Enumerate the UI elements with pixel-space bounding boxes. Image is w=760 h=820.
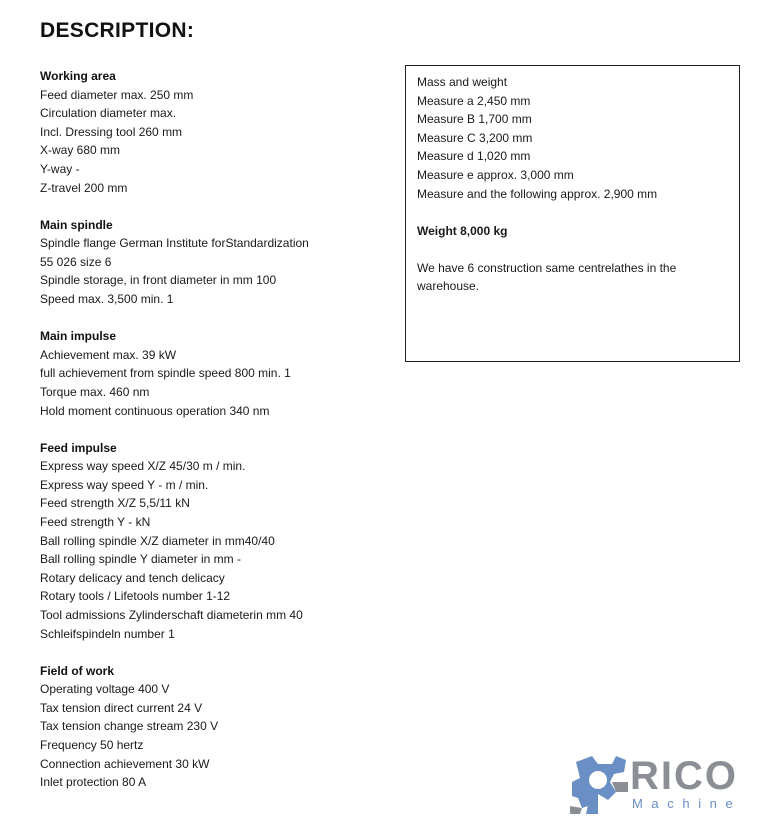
spec-line: Tool admissions Zylinderschaft diameterin mm 40 — [40, 607, 303, 622]
spec-line: Tax tension change stream 230 V — [40, 719, 219, 734]
spec-line: Ball rolling spindle X/Z diameter in mm40/40 — [40, 533, 275, 548]
spec-line: Connection achievement 30 kW — [40, 756, 210, 771]
mass-and-weight-box — [405, 65, 740, 362]
spec-line: Speed max. 3,500 min. 1 — [40, 292, 174, 307]
box-line: Measure e approx. 3,000 mm — [417, 167, 574, 182]
section-field-of-work — [40, 662, 390, 792]
spec-line: Z-travel 200 mm — [40, 180, 128, 195]
section-main-impulse — [40, 327, 390, 420]
spec-line: Feed strength X/Z 5,5/11 kN — [40, 496, 190, 511]
spec-line: Y-way - — [40, 161, 80, 176]
spec-line: Express way speed X/Z 45/30 m / min. — [40, 459, 246, 474]
rico-machine-logo — [568, 752, 752, 816]
spec-line: Ball rolling spindle Y diameter in mm - — [40, 552, 241, 567]
logo-word: RICO — [630, 754, 738, 798]
section-feed-impulse — [40, 439, 390, 644]
section-heading: Field of work — [40, 663, 115, 678]
box-line: Measure a 2,450 mm — [417, 93, 531, 108]
specification-column — [40, 67, 390, 810]
spec-line: Feed diameter max. 250 mm — [40, 87, 194, 102]
spec-line: Circulation diameter max. — [40, 106, 177, 121]
section-heading: Main spindle — [40, 217, 113, 232]
box-line: Measure C 3,200 mm — [417, 130, 533, 145]
spec-line: Tax tension direct current 24 V — [40, 700, 203, 715]
spec-line: full achievement from spindle speed 800 min. 1 — [40, 366, 291, 381]
box-line: Mass and weight — [417, 75, 508, 89]
spec-line: 55 026 size 6 — [40, 254, 112, 269]
spec-line: Torque max. 460 nm — [40, 384, 150, 399]
section-working-area — [40, 67, 390, 197]
spec-line: Feed strength Y - kN — [40, 514, 151, 529]
logo-subtitle: Machine — [632, 796, 742, 811]
spec-line: X-way 680 mm — [40, 143, 121, 158]
section-heading: Feed impulse — [40, 440, 117, 455]
spec-line: Frequency 50 hertz — [40, 738, 144, 752]
section-main-spindle — [40, 216, 390, 309]
spec-line: Rotary delicacy and tench delicacy — [40, 570, 225, 585]
gear-icon — [568, 752, 628, 816]
spec-line: Incl. Dressing tool 260 mm — [40, 124, 183, 139]
spec-line: Rotary tools / Lifetools number 1-12 — [40, 589, 231, 604]
spec-line: Schleifspindeln number 1 — [40, 626, 175, 641]
spec-line: Operating voltage 400 V — [40, 682, 170, 697]
spec-line: Express way speed Y - m / min. — [40, 477, 209, 492]
box-line: Measure d 1,020 mm — [417, 149, 531, 164]
spec-line: Hold moment continuous operation 340 nm — [40, 403, 270, 418]
box-line: Measure B 1,700 mm — [417, 112, 532, 127]
section-heading: Main impulse — [40, 329, 117, 344]
spec-line: Spindle flange German Institute forStandardization — [40, 236, 309, 251]
page-title: DESCRIPTION: — [40, 19, 195, 42]
section-heading: Working area — [40, 69, 116, 83]
warehouse-note: We have 6 construction same centrelathes in the warehouse. — [417, 260, 677, 294]
spec-line: Spindle storage, in front diameter in mm 100 — [40, 273, 277, 288]
box-line: Measure and the following approx. 2,900 mm — [417, 186, 658, 201]
weight-value: Weight 8,000 kg — [417, 223, 508, 238]
spec-line: Achievement max. 39 kW — [40, 347, 177, 362]
spec-line: Inlet protection 80 A — [40, 775, 147, 790]
